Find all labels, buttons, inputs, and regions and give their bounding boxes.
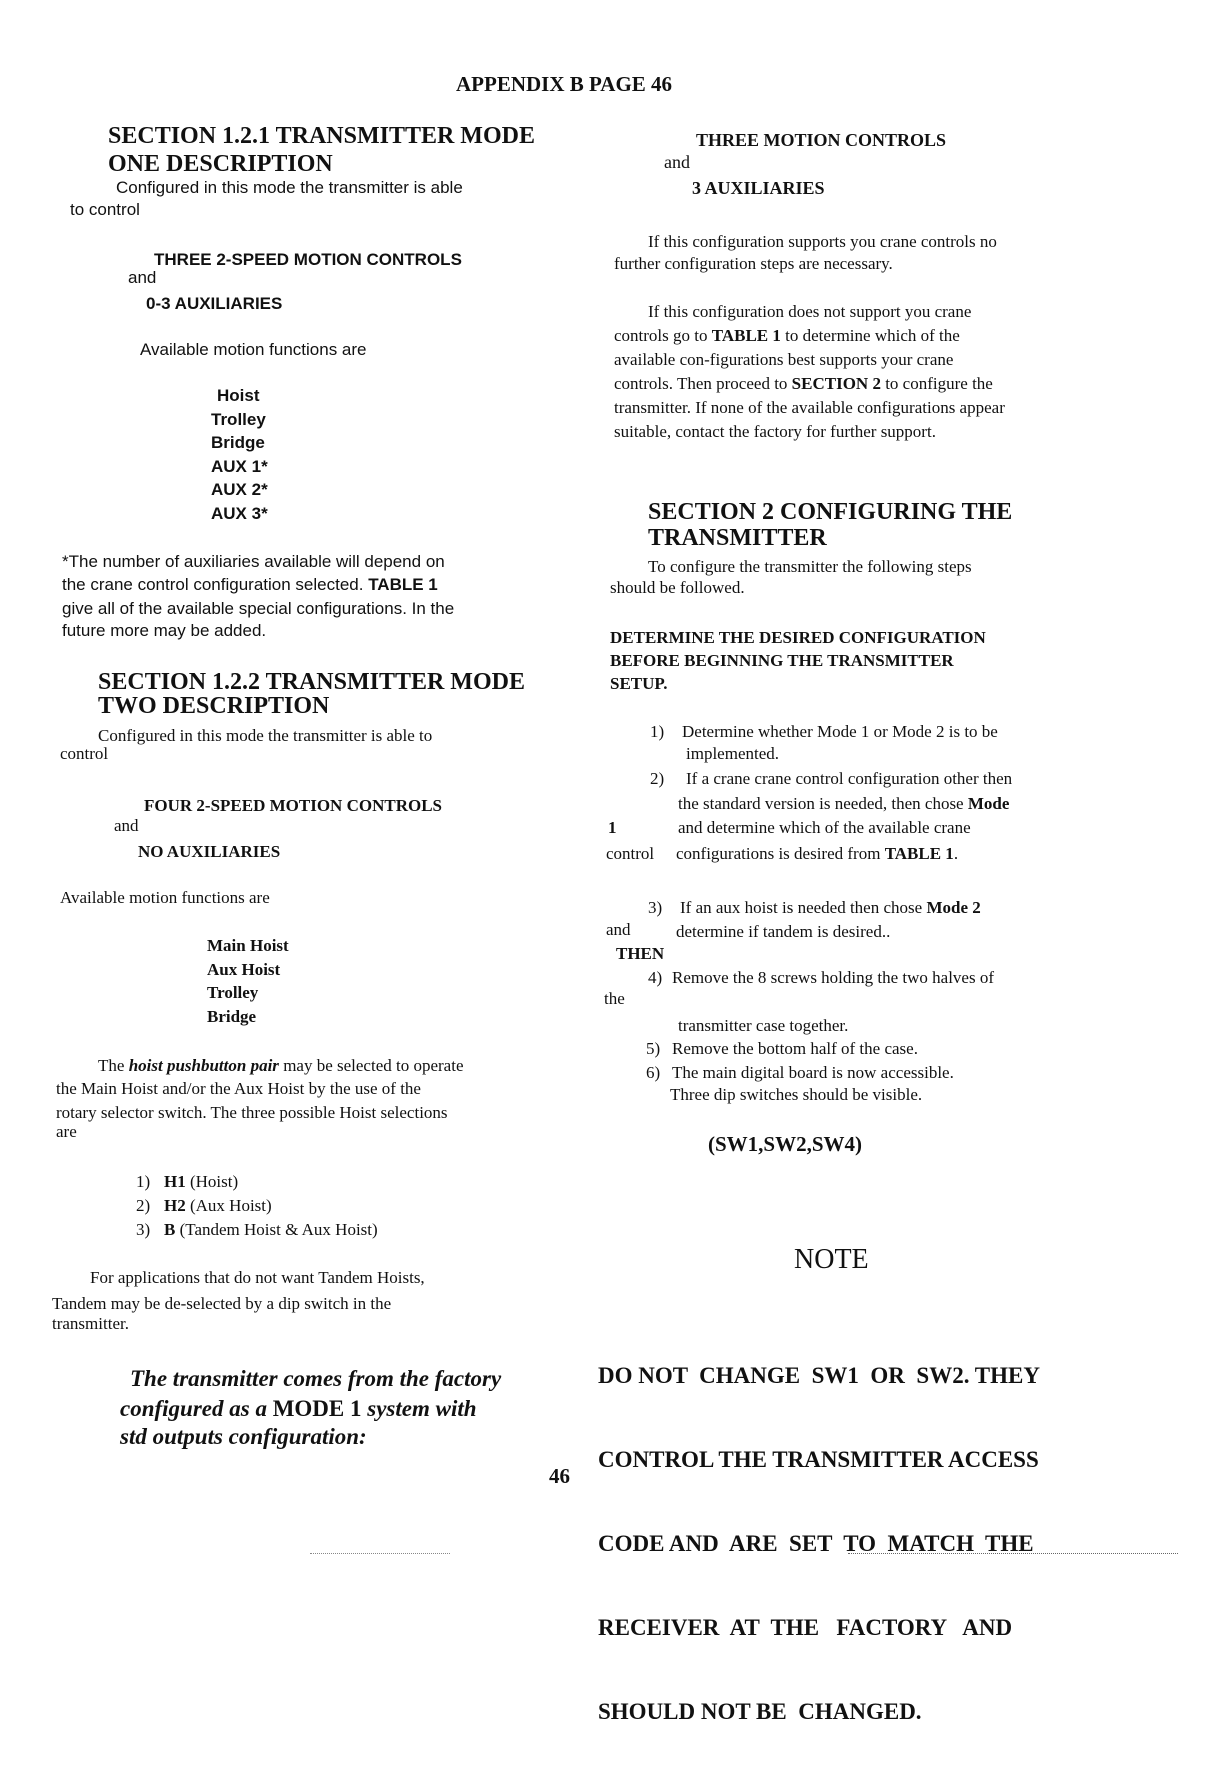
section-heading: SECTION 2 CONFIGURING THE (648, 499, 1013, 525)
step-number: 6) (646, 1063, 661, 1082)
list-item: Hoist (217, 386, 260, 405)
step-text: Remove the 8 screws holding the two halves of (672, 968, 994, 987)
body-text: transmitter. (52, 1314, 129, 1333)
list-item: Aux Hoist (207, 959, 281, 979)
and-label: and (128, 268, 157, 287)
step-number: 5) (646, 1039, 661, 1058)
step-number: 1) (650, 722, 665, 741)
controls-label: THREE MOTION CONTROLS (696, 130, 947, 150)
body-text: suitable, contact the factory for further support. (614, 422, 936, 441)
section-heading: SECTION 1.2.2 TRANSMITTER MODE (98, 669, 525, 695)
motion-function-list (207, 934, 289, 1028)
intro-text: control (60, 744, 109, 763)
body-text: controls go to TABLE 1 to determine which of the (614, 326, 960, 345)
available-text: Available motion functions are (60, 888, 270, 907)
list-item: 3) B (Tandem Hoist & Aux Hoist) (136, 1220, 378, 1239)
step-text: The main digital board is now accessible. (672, 1063, 954, 1082)
step-text: If a crane crane control configuration other then (686, 769, 1013, 788)
body-text: further configuration steps are necessary. (614, 254, 893, 273)
intro-text: To configure the transmitter the following steps (648, 557, 972, 576)
list-item: AUX 1* (211, 456, 268, 476)
step-text: Determine whether Mode 1 or Mode 2 is to be (682, 722, 998, 741)
step-text: determine if tandem is desired.. (676, 922, 891, 941)
aux-footnote: *The number of auxiliaries available will depend on (62, 552, 445, 571)
available-text: Available motion functions are (140, 340, 367, 359)
factory-note: std outputs configuration: (120, 1424, 367, 1449)
list-item: AUX 3* (211, 503, 268, 523)
aux-label: NO AUXILIARIES (138, 842, 281, 861)
then-label: THEN (616, 944, 665, 963)
controls-label: FOUR 2-SPEED MOTION CONTROLS (144, 796, 442, 815)
intro-text: to control (70, 200, 140, 219)
step-text: the standard version is needed, then chose Mode (678, 794, 1010, 813)
step-text: and determine which of the available crane (678, 818, 971, 837)
list-item: Trolley (211, 409, 266, 429)
step-text: transmitter case together. (678, 1016, 849, 1035)
body-text: transmitter. If none of the available configurations appear (614, 398, 1005, 417)
scan-artifact (310, 1553, 450, 1555)
step-number: 3) (648, 898, 663, 917)
body-text: For applications that do not want Tandem Hoists, (90, 1268, 425, 1287)
intro-text: Configured in this mode the transmitter is able (116, 178, 463, 197)
motion-function-list (211, 384, 268, 525)
factory-note: The transmitter comes from the factory (130, 1366, 502, 1391)
page-header: APPENDIX B PAGE 46 (456, 72, 673, 96)
step-number: 2) (650, 769, 665, 788)
and-label: and (664, 152, 690, 172)
list-item: 2) H2 (Aux Hoist) (136, 1196, 272, 1215)
list-item: 1) H1 (Hoist) (136, 1172, 239, 1191)
controls-label: THREE 2-SPEED MOTION CONTROLS (154, 250, 462, 269)
step-text: 1 (608, 818, 617, 837)
section-heading: ONE DESCRIPTION (108, 151, 333, 177)
list-item: Trolley (207, 983, 259, 1002)
body-text: the Main Hoist and/or the Aux Hoist by the use of the (56, 1079, 421, 1098)
aux-label: 3 AUXILIARIES (692, 178, 825, 198)
body-text: rotary selector switch. The three possible Hoist selections (56, 1103, 448, 1122)
list-item: Bridge (211, 433, 265, 452)
step-text: configurations is desired from TABLE 1. (676, 844, 959, 863)
step-text: and (606, 920, 631, 939)
step-text: implemented. (686, 744, 780, 763)
body-text: The hoist pushbutton pair may be selected to operate (98, 1056, 464, 1075)
page-number: 46 (549, 1464, 570, 1488)
scan-artifact (848, 1553, 1178, 1555)
body-text: Tandem may be de-selected by a dip switch in the (52, 1294, 392, 1313)
section-heading: TRANSMITTER (648, 525, 827, 551)
and-label: and (114, 816, 139, 835)
step-text: the (604, 989, 625, 1008)
dip-switch-list: (SW1,SW2,SW4) (708, 1132, 863, 1156)
aux-footnote: give all of the available special configurations. In the (62, 599, 455, 618)
intro-text: should be followed. (610, 578, 745, 597)
step-text: Remove the bottom half of the case. (672, 1039, 918, 1058)
step-text: control (606, 844, 655, 863)
section-heading: TWO DESCRIPTION (98, 693, 330, 719)
intro-text: Configured in this mode the transmitter is able to (98, 726, 433, 745)
list-item: Bridge (207, 1006, 257, 1026)
step-number: 4) (648, 968, 663, 987)
body-text: available con-figurations best supports your crane (614, 350, 954, 369)
body-text: are (56, 1122, 77, 1141)
list-item: AUX 2* (211, 480, 268, 499)
hoist-selection-list (136, 1170, 378, 1242)
determine-instruction: DETERMINE THE DESIRED CONFIGURATION BEFORE BEGINNING THE TRANSMITTER SETUP. (610, 628, 986, 693)
aux-footnote: the crane control configuration selected. TABLE 1 (62, 575, 438, 594)
section-heading: SECTION 1.2.1 TRANSMITTER MODE (108, 123, 535, 149)
body-text: If this configuration supports you crane controls no (648, 232, 997, 251)
step-text: Three dip switches should be visible. (670, 1085, 923, 1104)
note-warning: DO NOT CHANGE SW1 OR SW2. THEY CONTROL THE TRANSMITTER ACCESS CODE AND ARE SET TO MATCH THE RECEIVER AT THE FACTORY AND SHOULD NOT BE CHANGED. (598, 1363, 1040, 1724)
step-text: If an aux hoist is needed then chose Mode 2 (680, 898, 981, 917)
list-item: Main Hoist (207, 936, 289, 955)
body-text: controls. Then proceed to SECTION 2 to configure the (614, 374, 993, 393)
body-text: If this configuration does not support you crane (648, 302, 972, 321)
factory-note: configured as a MODE 1 system with (120, 1396, 477, 1421)
aux-footnote: future more may be added. (62, 621, 267, 640)
aux-label: 0-3 AUXILIARIES (146, 294, 283, 313)
note-title: NOTE (794, 1244, 869, 1275)
